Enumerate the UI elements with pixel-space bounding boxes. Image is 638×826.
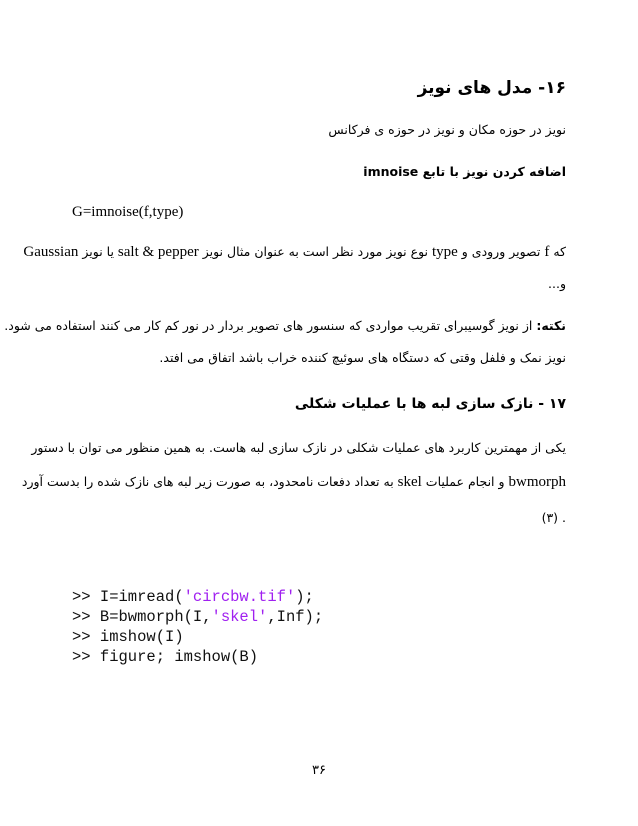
section-16-title: ۱۶- مدل های نویز bbox=[417, 78, 566, 98]
code-line-1 bbox=[72, 588, 314, 606]
var-type: type bbox=[431, 244, 458, 260]
code-text: >> I=imread( bbox=[72, 588, 184, 606]
note-line bbox=[4, 318, 566, 333]
note-line-2: نویز نمک و فلفل وقتی که دستگاه های سوئیچ کننده خراب باشد اتفاق می افتد. bbox=[159, 350, 566, 365]
section-16-subheading: اضافه کردن نویز با تابع imnoise bbox=[363, 164, 566, 179]
page-number: ۳۶ bbox=[312, 763, 326, 778]
section-17-paragraph-2 bbox=[22, 474, 566, 491]
imnoise-formula: G=imnoise(f,type) bbox=[72, 204, 184, 220]
note-label: نکته: bbox=[536, 318, 566, 333]
bwmorph-term: bwmorph bbox=[508, 474, 566, 490]
salt-pepper-term: salt & pepper bbox=[117, 244, 199, 260]
code-line-3: >> imshow(I) bbox=[72, 628, 184, 646]
code-line-2 bbox=[72, 608, 323, 626]
text: نوع نویز مورد نظر است به عنوان مثال نویز bbox=[198, 244, 432, 259]
var-f: f bbox=[544, 244, 550, 260]
noise-description-line bbox=[23, 244, 566, 261]
text: که bbox=[549, 244, 566, 259]
code-string: 'skel' bbox=[211, 608, 268, 626]
code-text: >> B=bwmorph(I, bbox=[72, 608, 212, 626]
note-text: از نویز گوسیبرای تقریب مواردی که سنسور های تصویر بردار در نور کم کار می کنند استفاده می شود. bbox=[4, 318, 537, 333]
text: یا نویز bbox=[78, 244, 118, 259]
text: و انجام عملیات bbox=[421, 474, 509, 489]
section-17-title: ۱۷ - نازک سازی لبه ها با عملیات شکلی bbox=[294, 396, 566, 412]
code-line-4: >> figure; imshow(B) bbox=[72, 648, 259, 666]
etc-line: و... bbox=[548, 276, 566, 291]
code-string: 'circbw.tif' bbox=[183, 588, 296, 606]
gaussian-term: Gaussian bbox=[23, 244, 79, 260]
skel-term: skel bbox=[397, 474, 422, 490]
text: تصویر ورودی و bbox=[457, 244, 545, 259]
section-17-paragraph-1: یکی از مهمترین کاربرد های عملیات شکلی در نازک سازی لبه هاست. به همین منظور می توان با دستور bbox=[31, 440, 566, 455]
section-16-intro: نویز در حوزه مکان و نویز در حوزه ی فرکانس bbox=[328, 122, 566, 137]
code-text: ); bbox=[295, 588, 314, 606]
text: به تعداد دفعات نامحدود، به صورت زیر لبه های نازک شده را بدست آورد bbox=[21, 474, 398, 489]
reference-marker: . (۳) bbox=[541, 510, 566, 525]
code-text: ,Inf); bbox=[267, 608, 324, 626]
